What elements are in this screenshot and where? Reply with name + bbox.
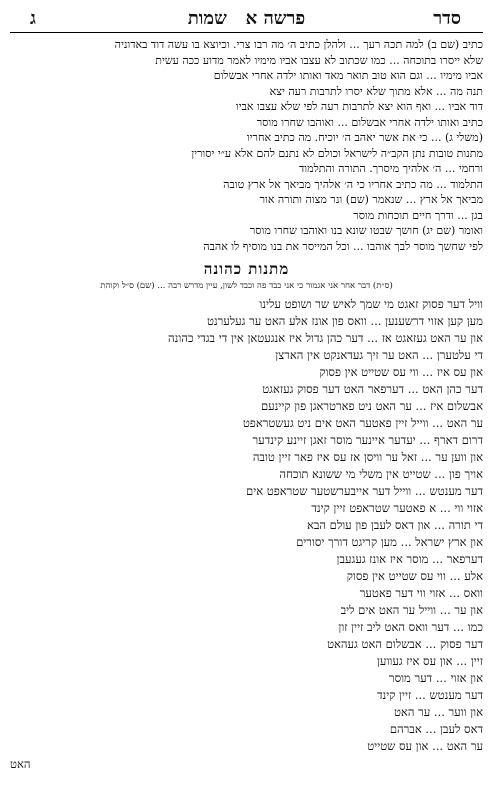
text-line: כמו ... דער וואס האט ליב זיין זון xyxy=(338,620,483,634)
text-line: וויל דער פסוק זאגט מי שמך לאיש שר ושופט עלינו xyxy=(259,297,483,311)
text-line: מען קען אזוי דרשענען ... וואס פון אונז אלע האט ער געלערנט xyxy=(206,314,483,328)
text-line: כתיב ואותו ילדה אחרי אבשלום ... ואוהבו שחרו מוסר xyxy=(256,115,483,129)
header-book: שמות xyxy=(187,8,227,29)
text-line: כתיב (שם ב) למה תכה רעך ... ולהלן כתיב ה׳ מה רבו צרי. וכיוצא בו עשה דוד באדוניה xyxy=(114,38,483,51)
text-line: און ווען ער ... זאל ער וויסן אז עס איז פאר זיין טובה xyxy=(252,450,483,464)
header-parsha-number: פרשה א xyxy=(245,8,306,29)
text-line: דוד אביו ... ואף הוא יצא לתרבות רעה לפי שלא עצבו אביו xyxy=(235,100,483,113)
header-page-number: ג xyxy=(30,8,36,29)
text-line: די תורה ... און דאס לעבן פון עולם הבא xyxy=(306,518,483,532)
text-line: און ווער ... ער האט xyxy=(393,705,483,719)
text-line: לפי שחשך מוסר לבך אוהבו ... וכל המייסר את בנו מוסיף לו אהבה xyxy=(203,239,483,253)
text-line: (משלי ג) ... כי את אשר יאהב ה׳ יוכיח. מה כתיב אחריו xyxy=(246,131,483,144)
text-line: מביאך אל ארץ ... שנאמר (שם) ונר מצוה ותורה אור xyxy=(259,193,483,206)
text-line: דאס לעבן ... אברהם xyxy=(389,722,483,736)
commentary-block xyxy=(10,37,483,254)
text-line: תנה מה ... אלא מתוך שלא יסרו לתרבות רעה יצא xyxy=(269,84,483,98)
text-line: דער כהן האט ... דערפאר האט דער פסוק געזאגט xyxy=(262,382,483,396)
text-line: און עס איז ... ווי עס שטייט אין פסוק xyxy=(319,365,483,379)
text-line: אביו מימיו ... וגם הוא טוב תואר מאד ואותו ילדה אחרי אבשלום xyxy=(213,69,483,82)
header-rule xyxy=(10,32,483,33)
text-line: זיין ... און עס איז געווען xyxy=(377,654,483,668)
text-line: ער האט ... ווייל זיין פאטער האט אים ניט געשטראפט xyxy=(242,416,483,430)
text-line: דער פסוק ... אבשלום האט געהאט xyxy=(327,637,483,651)
text-line: די עלטערן ... האט ער זיך געדאנקט אין הארצן xyxy=(275,348,483,362)
text-line: און אזוי ... דער מוסר xyxy=(388,671,483,685)
section-subtitle: (ס״ת) דבר אחר אני אגמור כי אני כבד פה וכבד לשון, עיין מדרש רבה ... (שם) ס״ל וקוהת xyxy=(100,281,393,291)
text-line: אבשלום איז ... ער האט ניט פארטראגן פון קיינעם xyxy=(260,399,483,413)
header-seder: סדר xyxy=(433,8,461,29)
header-parsha xyxy=(10,8,483,30)
text-line: אזוי ווי ... א פאטער שטראפט זיין קינד xyxy=(311,501,483,515)
section-title: מתנות כהונה xyxy=(203,260,290,278)
text-line: דער מענטש ... זיין קינד xyxy=(376,688,483,702)
text-line: שלא ייסרו בתוכחה ... כמו שכתוב לא עצבו אביו מימיו לאמר מדוע ככה עשית xyxy=(155,53,483,67)
text-line: אויך פון ... שטייט אין משלי מי ששונא תוכחה xyxy=(279,467,483,481)
text-line: בגן ... ודרך חיים תוכחות מוסר xyxy=(353,208,483,222)
text-line: דערפאר ... מוסר איז אונז געגעבן xyxy=(336,552,483,566)
text-line: דער מענטש ... ווייל דער אייבערשטער שטראפט אים xyxy=(246,484,483,498)
yiddish-text-block xyxy=(10,296,483,755)
text-line: התלמוד ... מה כתיב אחריו כי ה׳ אלהיך מביאך אל ארץ טובה xyxy=(223,177,483,191)
text-line: און ארץ ישראל ... מען קריגט דורך יסורים xyxy=(296,535,483,549)
text-line: ורחמי ... ה׳ אלהיך מיסרך. התורה והתלמוד xyxy=(299,162,483,175)
text-line: ואומר (שם יג) חושך שבטו שונא בנו ואוהבו שחרו מוסר xyxy=(249,224,483,237)
text-line: דרום דארף ... יעדער איינער מוסר זאגן זיינע קינדער xyxy=(252,433,483,447)
text-line: וואס ... אזוי ווי דער פאטער xyxy=(359,586,483,600)
text-line: און ער ... ווייל ער האט אים ליב xyxy=(340,603,483,617)
text-line: אלע ... ווי עס שטייט אין פסוק xyxy=(346,569,483,583)
text-line: מתנות טובות נתן הקב״ה לישראל וכולם לא נתנם להם אלא ע״י יסורין xyxy=(191,146,483,160)
catchword: האט xyxy=(10,757,31,771)
page-header xyxy=(10,8,483,30)
text-line: און ער האט געזאגט אז ... דער כהן גדול איז אנגעטאן אין די בגדי כהונה xyxy=(168,331,483,345)
text-line: ער האט ... און עס שטייט xyxy=(367,739,483,753)
